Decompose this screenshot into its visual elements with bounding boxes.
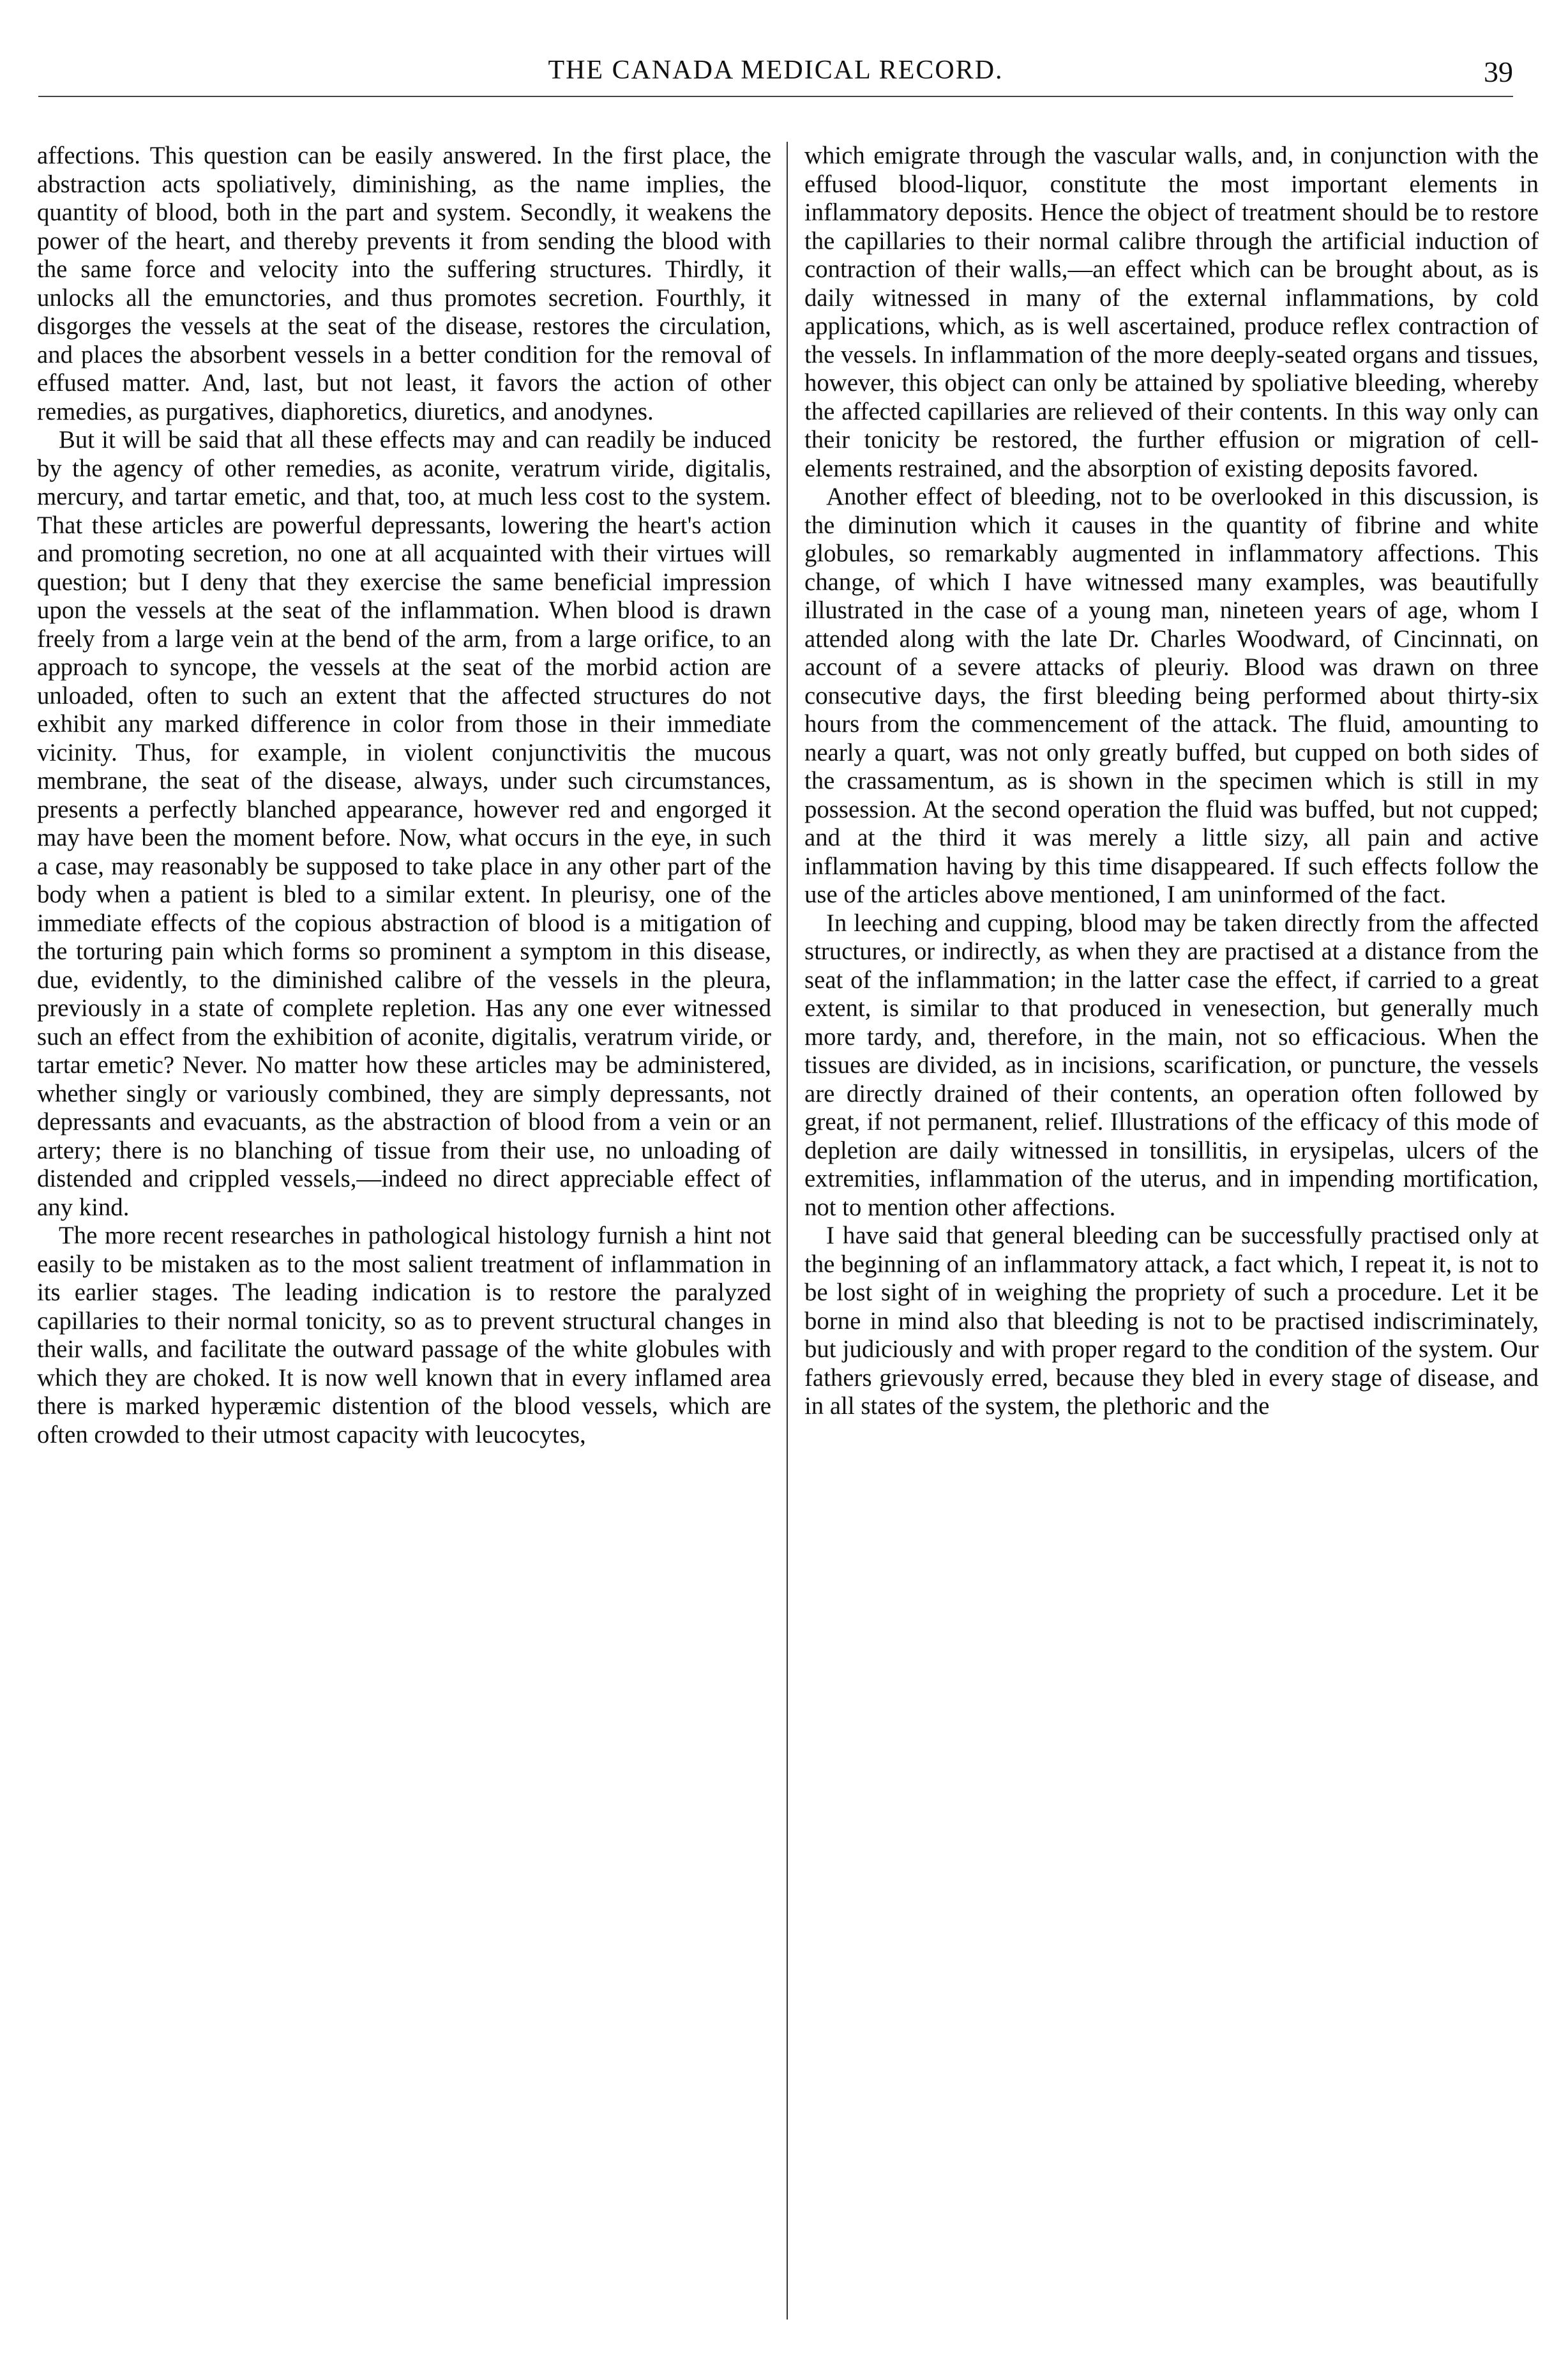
paragraph: The more recent researches in pathological histology furnish a hint not easily to be mistaken as to the most salient treatment of inflammation in its earlier stages. The leading indication is to restore the paralyzed capillaries to their normal tonicity, so as to prevent structural changes in their walls, and facilitate the outward passage of the white globules with which they are choked. It is now well known that in every inflamed area there is marked hyperæmic distention of the blood vessels, which are often crowded to their utmost capacity with leucocytes,: [37, 1222, 771, 1448]
page-header: [38, 55, 1513, 93]
header-rule: [38, 96, 1513, 97]
paragraph: But it will be said that all these effects may and can readily be induced by the agency of other remedies, as aconite, veratrum viride, digitalis, mercury, and tartar emetic, and that, too, at much less cost to the system. That these articles are powerful depressants, lowering the heart's action and promoting secretion, no one at all acquainted with their virtues will question; but I deny that they exercise the same beneficial impression upon the vessels at the seat of the inflammation. When blood is drawn freely from a large vein at the bend of the arm, from a large orifice, to an approach to syncope, the vessels at the seat of the morbid action are unloaded, often to such an extent that the affected structures do not exhibit any marked difference in color from those in their immediate vicinity. Thus, for example, in violent conjunctivitis the mucous membrane, the seat of the disease, always, under such circumstances, presents a perfectly blanched appearance, however red and engorged it may have been the moment before. Now, what occurs in the eye, in such a case, may reasonably be supposed to take place in any other part of the body when a patient is bled to a similar extent. In pleurisy, one of the immediate effects of the copious abstraction of blood is a mitigation of the torturing pain which forms so prominent a symptom in this disease, due, evidently, to the diminished calibre of the vessels in the pleura, previously in a state of complete repletion. Has any one ever witnessed such an effect from the exhibition of aconite, digitalis, veratrum viride, or tartar emetic? Never. No matter how these articles may be administered, whether singly or variously combined, they are simply depressants, not depressants and evacuants, as the abstraction of blood from a vein or an artery; there is no blanching of tissue from their use, no unloading of distended and crippled vessels,—indeed no direct appreciable effect of any kind.: [37, 426, 771, 1221]
paragraph: I have said that general bleeding can be successfully practised only at the beginning of an inflammatory attack, a fact which, I repeat it, is not to be lost sight of in weighing the propriety of such a procedure. Let it be borne in mind also that bleeding is not to be practised indiscriminately, but judiciously and with proper regard to the condition of the system. Our fathers grievously erred, because they bled in every stage of disease, and in all states of the system, the plethoric and the: [804, 1222, 1539, 1420]
paragraph: which emigrate through the vascular walls, and, in conjunction with the effused blood-liquor, constitute the most important elements in inflammatory deposits. Hence the object of treatment should be to restore the capillaries to their normal calibre through the artificial induction of contraction of their walls,—an effect which can be brought about, as is daily witnessed in many of the external inflammations, by cold applications, which, as is well ascertained, produce reflex contraction of the vessels. In inflammation of the more deeply-seated organs and tissues, however, this object can only be attained by spoliative bleeding, whereby the affected capillaries are relieved of their contents. In this way only can their tonicity be restored, the further effusion or migration of cell-elements restrained, and the absorption of existing deposits favored.: [804, 142, 1539, 482]
right-column: [804, 142, 1539, 2326]
left-column: [37, 142, 771, 2326]
page-number: 39: [1484, 56, 1513, 88]
paragraph: Another effect of bleeding, not to be overlooked in this discussion, is the diminution which it causes in the quantity of fibrine and white globules, so remarkably augmented in inflammatory affections. This change, of which I have witnessed many examples, was beautifully illustrated in the case of a young man, nineteen years of age, whom I attended along with the late Dr. Charles Woodward, of Cincinnati, on account of a severe attacks of pleuriy. Blood was drawn on three consecutive days, the first bleeding being performed about thirty-six hours from the commencement of the attack. The fluid, amounting to nearly a quart, was not only greatly buffed, but cupped on both sides of the crassamentum, as is shown in the specimen which is still in my possession. At the second operation the fluid was buffed, but not cupped; and at the third it was merely a little sizy, all pain and active inflammation having by this time disappeared. If such effects follow the use of the articles above mentioned, I am uninformed of the fact.: [804, 483, 1539, 908]
running-title: THE CANADA MEDICAL RECORD.: [548, 56, 1004, 85]
column-divider: [787, 142, 788, 2320]
paragraph: In leeching and cupping, blood may be taken directly from the affected structures, or indirectly, as when they are practised at a distance from the seat of the inflammation; in the latter case the effect, if carried to a great extent, is similar to that produced in venesection, but generally much more tardy, and, therefore, in the main, not so efficacious. When the tissues are divided, as in incisions, scarification, or puncture, the vessels are directly drained of their contents, an operation often followed by great, if not permanent, relief. Illustrations of the efficacy of this mode of depletion are daily witnessed in tonsillitis, in erysipelas, ulcers of the extremities, inflammation of the uterus, and in impending mortification, not to mention other affections.: [804, 909, 1539, 1221]
paragraph: affections. This question can be easily answered. In the first place, the abstraction acts spoliatively, diminishing, as the name implies, the quantity of blood, both in the part and system. Secondly, it weakens the power of the heart, and thereby prevents it from sending the blood with the same force and velocity into the suffering structures. Thirdly, it unlocks all the emunctories, and thus promotes secretion. Fourthly, it disgorges the vessels at the seat of the disease, restores the circulation, and places the absorbent vessels in a better condition for the removal of effused matter. And, last, but not least, it favors the action of other remedies, as purgatives, diaphoretics, diuretics, and anodynes.: [37, 142, 771, 425]
